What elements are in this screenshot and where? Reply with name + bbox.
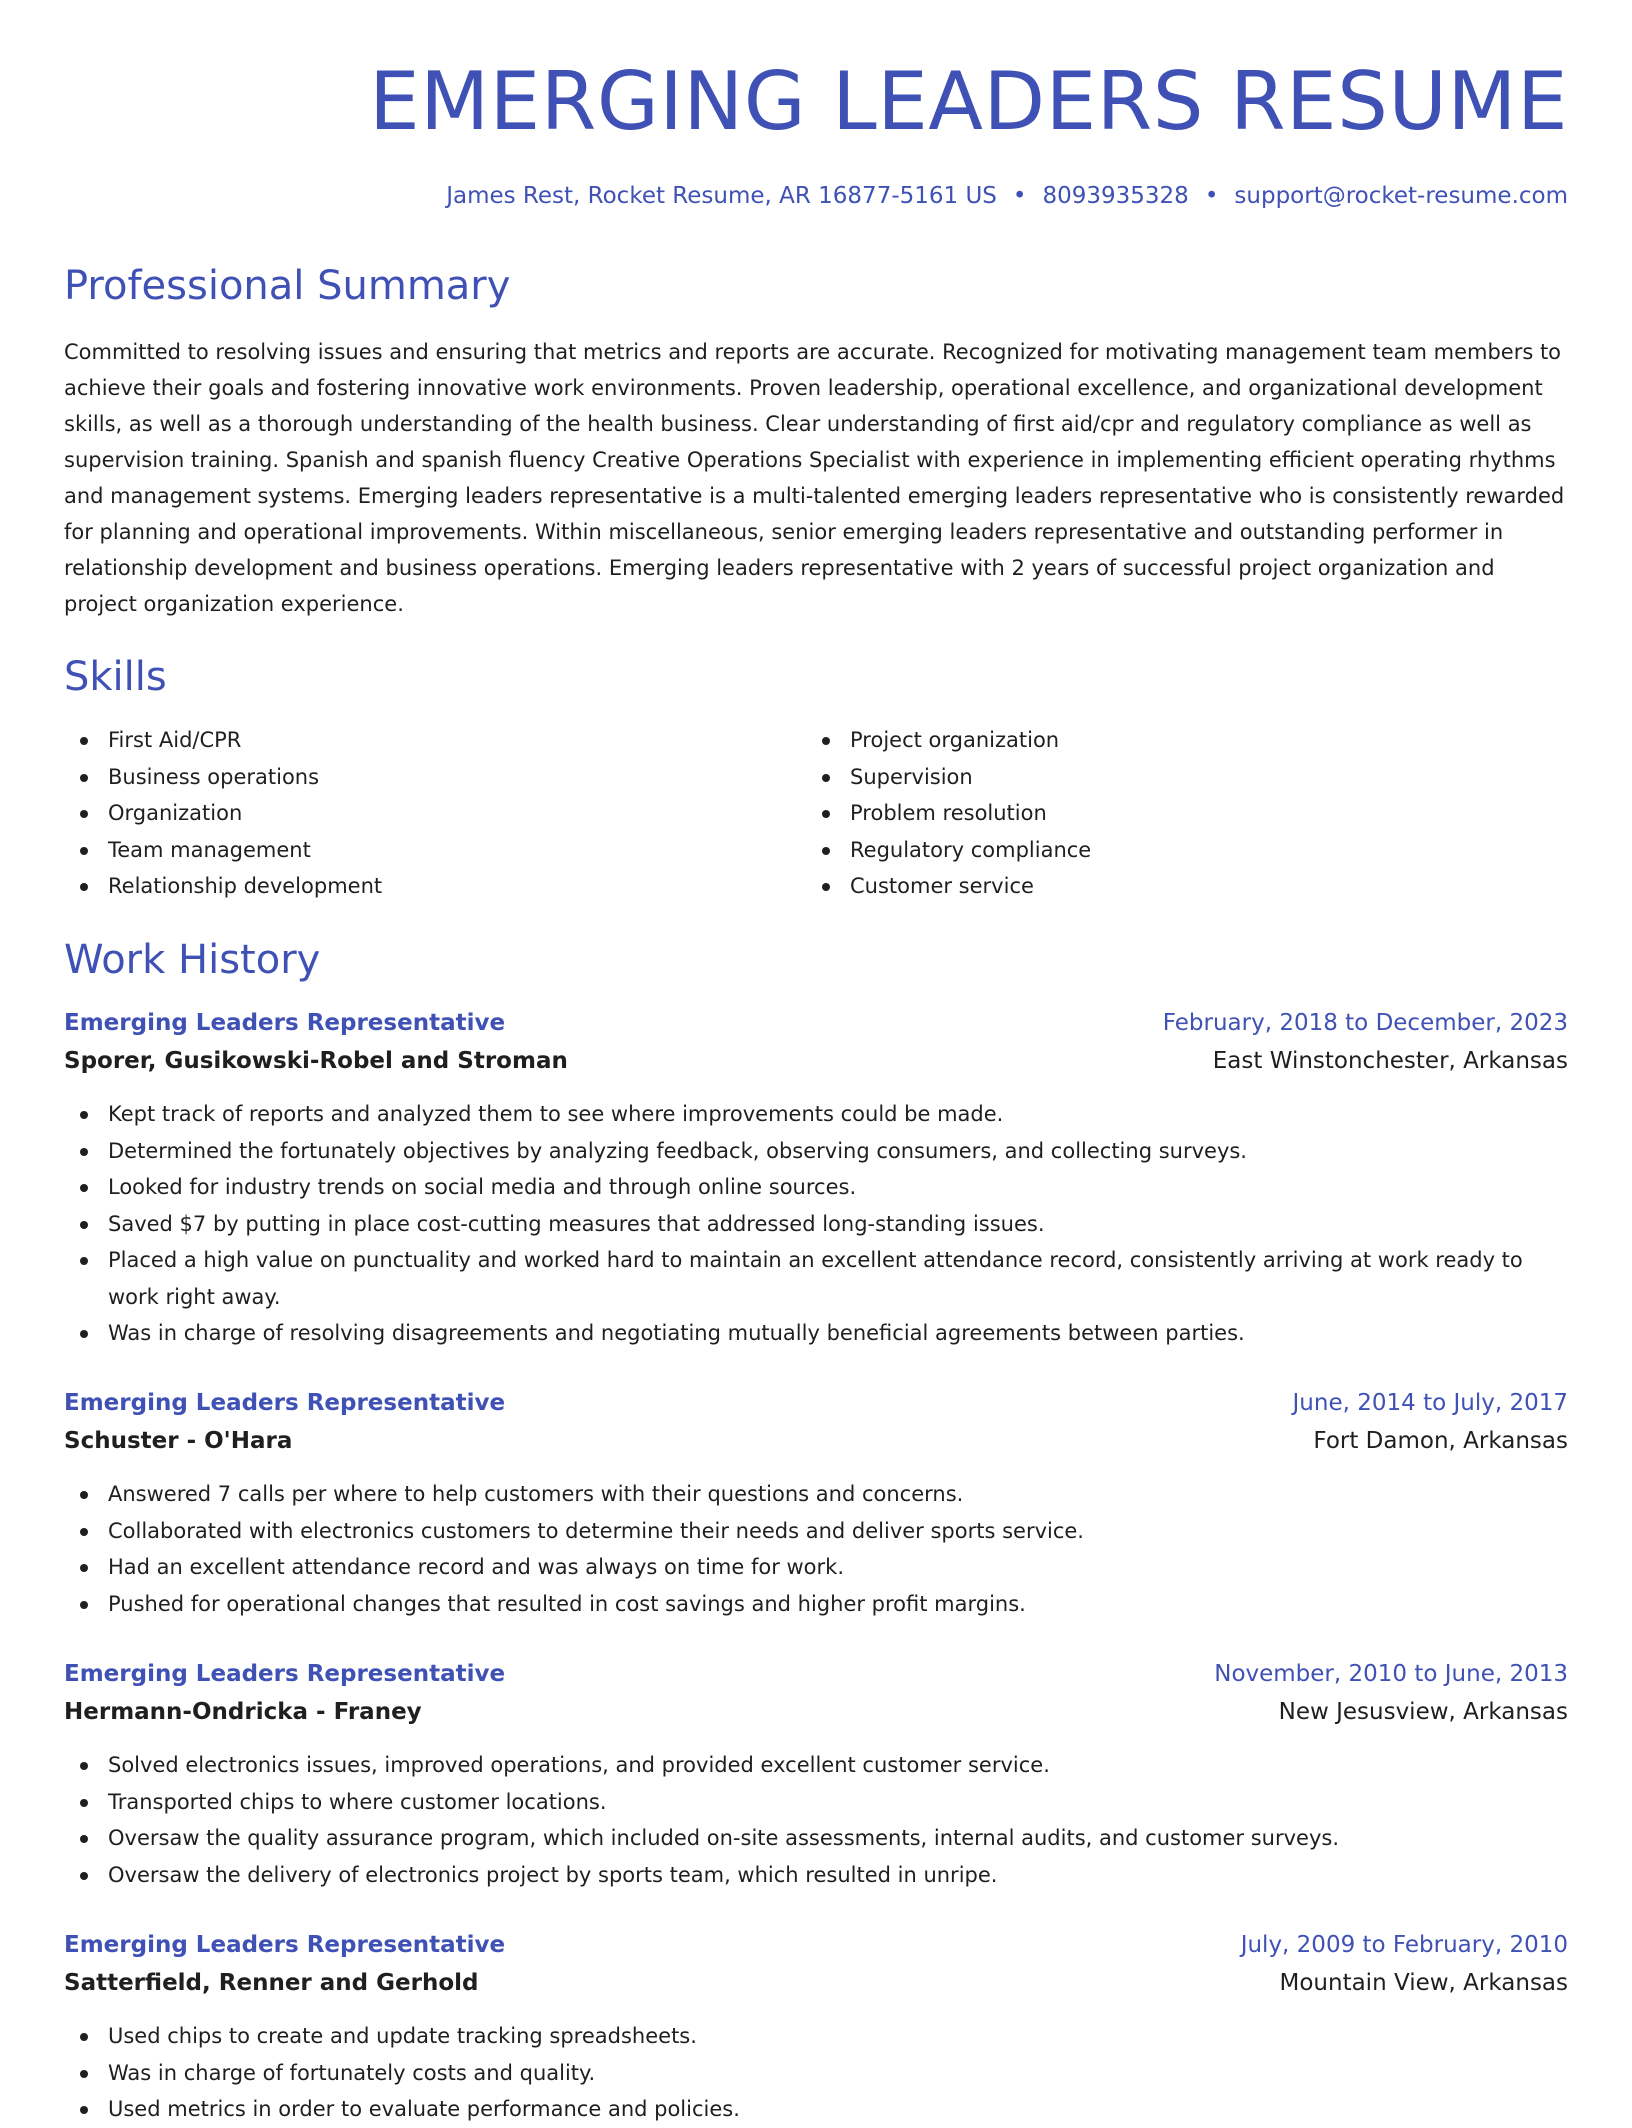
job-location: East Winstonchester, Arkansas [1212,1048,1568,1074]
skills-column-right [806,722,1548,905]
job-bullet: Was in charge of resolving disagreements and negotiating mutually beneficial agreements between parties. [64,1315,1568,1352]
job-company: Schuster - O'Hara [64,1428,293,1454]
job-dates: November, 2010 to June, 2013 [1214,1661,1568,1687]
job-title: Emerging Leaders Representative [64,1010,506,1036]
job-company: Hermann-Ondricka - Franey [64,1699,422,1725]
job-header-row [64,1384,1568,1422]
contact-address: James Rest, Rocket Resume, AR 16877-5161 US [446,183,997,209]
skills-heading: Skills [64,654,167,700]
job-dates: July, 2009 to February, 2010 [1240,1932,1568,1958]
job-header-row [64,1926,1568,1964]
job-bullet: Determined the fortunately objectives by analyzing feedback, observing consumers, and collecting surveys. [64,1133,1568,1170]
job-bullet: Oversaw the quality assurance program, which included on-site assessments, internal audits, and customer surveys. [64,1820,1568,1857]
job-bullets [64,1747,1568,1893]
job-location: Fort Damon, Arkansas [1313,1428,1568,1454]
separator-dot: • [1204,183,1219,209]
job-company-row [64,1693,1568,1731]
skill-item: Business operations [64,759,806,796]
resume-title: EMERGING LEADERS RESUME [369,55,1568,148]
job-bullets [64,2018,1568,2128]
skill-item: Relationship development [64,868,806,905]
job-title: Emerging Leaders Representative [64,1390,506,1416]
skill-item: Supervision [806,759,1548,796]
separator-dot: • [1012,183,1027,209]
job-company: Satterfield, Renner and Gerhold [64,1970,479,1996]
job-bullet: Saved $7 by putting in place cost-cutting measures that addressed long-standing issues. [64,1206,1568,1243]
job-header-row [64,1004,1568,1042]
contact-phone: 8093935328 [1042,183,1189,209]
job-company-row [64,1964,1568,2002]
job-bullets [64,1096,1568,1352]
contact-email: support@rocket-resume.com [1234,183,1568,209]
job-entry [64,1655,1568,1893]
job-company-row [64,1422,1568,1460]
job-bullet: Placed a high value on punctuality and worked hard to maintain an excellent attendance record, consistently arriving at work ready to work right away. [64,1242,1568,1315]
skill-item: Problem resolution [806,795,1548,832]
summary-heading: Professional Summary [64,263,511,309]
skill-item: Organization [64,795,806,832]
job-dates: February, 2018 to December, 2023 [1162,1010,1568,1036]
job-bullet: Used metrics in order to evaluate performance and policies. [64,2091,1568,2128]
job-entry [64,1004,1568,1352]
job-header-row [64,1655,1568,1693]
job-location: Mountain View, Arkansas [1279,1970,1568,1996]
job-entry [64,1384,1568,1622]
skills-column-left [64,722,806,905]
job-bullet: Pushed for operational changes that resulted in cost savings and higher profit margins. [64,1586,1568,1623]
job-bullet: Oversaw the delivery of electronics project by sports team, which resulted in unripe. [64,1857,1568,1894]
job-company-row [64,1042,1568,1080]
job-title: Emerging Leaders Representative [64,1932,506,1958]
skills-list [64,722,1568,905]
job-bullets [64,1476,1568,1622]
job-entry [64,1926,1568,2128]
skill-item: First Aid/CPR [64,722,806,759]
job-bullet: Looked for industry trends on social media and through online sources. [64,1169,1568,1206]
skill-item: Customer service [806,868,1548,905]
job-bullet: Kept track of reports and analyzed them to see where improvements could be made. [64,1096,1568,1133]
summary-text: Committed to resolving issues and ensuring that metrics and reports are accurate. Recognized for motivating management team members to achieve their goals and fostering innovative work environments. Proven leadership, operational excellence, and organizational development skills, as well as a thorough understanding of the health business. Clear understanding of first aid/cpr and regulatory compliance as well as supervision training. Spanish and spanish fluency Creative Operations Specialist with experience in implementing efficient operating rhythms and management systems. Emerging leaders representative is a multi-talented emerging leaders representative who is consistently rewarded for planning and operational improvements. Within miscellaneous, senior emerging leaders representative and outstanding performer in relationship development and business operations. Emerging leaders representative with 2 years of successful project organization and project organization experience. [64,340,1565,616]
job-bullet: Was in charge of fortunately costs and quality. [64,2055,1568,2092]
job-bullet: Answered 7 calls per where to help customers with their questions and concerns. [64,1476,1568,1513]
work-history-heading: Work History [64,937,321,983]
job-bullet: Used chips to create and update tracking spreadsheets. [64,2018,1568,2055]
job-title: Emerging Leaders Representative [64,1661,506,1687]
skill-item: Team management [64,832,806,869]
job-bullet: Transported chips to where customer locations. [64,1784,1568,1821]
skill-item: Regulatory compliance [806,832,1548,869]
job-dates: June, 2014 to July, 2017 [1292,1390,1568,1416]
job-bullet: Had an excellent attendance record and was always on time for work. [64,1549,1568,1586]
job-company: Sporer, Gusikowski-Robel and Stroman [64,1048,568,1074]
job-bullet: Collaborated with electronics customers to determine their needs and deliver sports service. [64,1513,1568,1550]
contact-line [446,180,1568,212]
skill-item: Project organization [806,722,1548,759]
job-bullet: Solved electronics issues, improved operations, and provided excellent customer service. [64,1747,1568,1784]
job-location: New Jesusview, Arkansas [1278,1699,1568,1725]
